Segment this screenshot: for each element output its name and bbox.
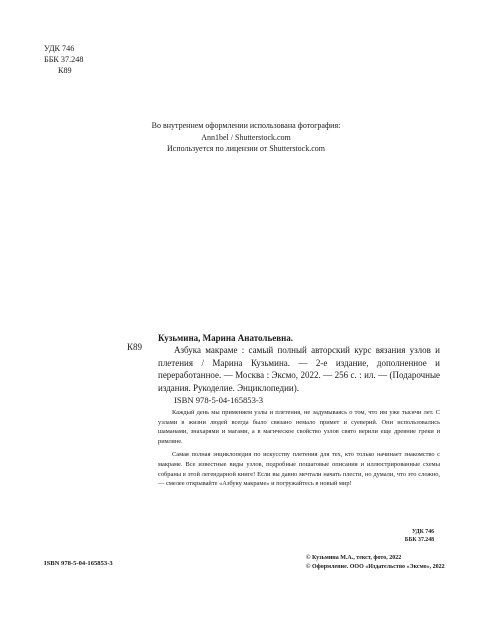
bibliographic-record bbox=[158, 344, 440, 394]
annotation-paragraph: Каждый день мы применяем узлы и плетения, не задумываясь о том, что им уже тысячи лет. С узлами в жизни людей всегда было связано немало примет и суеверий. Они использовались шаманами, знахарями и магами, а в магическое свойство узлов свято верили еще древние греки и римляне. bbox=[158, 409, 440, 445]
classification-codes-right bbox=[405, 528, 434, 544]
bbk-code: ББК 37.248 bbox=[404, 537, 434, 543]
udk-code: УДК 746 bbox=[44, 44, 75, 53]
isbn-footer: ISBN 978-5-04-165853-3 bbox=[44, 560, 113, 567]
classification-codes bbox=[44, 43, 83, 77]
annotation bbox=[158, 408, 440, 493]
copyright-text: © Кузьмина М.А., текст, фото, 2022 bbox=[306, 555, 402, 561]
photo-credit-license: Используется по лицензии от Shutterstock.com bbox=[167, 144, 325, 153]
bibliographic-description: Азбука макраме : самый полный авторский курс вязания узлов и плетения / Марина Кузьмина. — 2-е издание, дополненное и переработанное. — Москва : Эксмо, 2022. — 256 с. : ил. — (Подарочные издания. Рукоделие. Энциклопедии). bbox=[158, 345, 440, 393]
photo-credit bbox=[0, 120, 492, 155]
udk-code: УДК 746 bbox=[411, 529, 434, 535]
isbn: ISBN 978-5-04-165853-3 bbox=[174, 395, 264, 405]
author-mark-left: К89 bbox=[127, 342, 143, 352]
author-mark: К89 bbox=[58, 66, 72, 76]
copyright-design: © Оформление. ООО «Издательство «Эксмо», 2022 bbox=[306, 563, 445, 570]
bbk-code: ББК 37.248 bbox=[44, 55, 84, 65]
photo-credit-source: Ann1bel / Shutterstock.com bbox=[201, 132, 291, 142]
author-heading: Кузьмина, Марина Анатольевна. bbox=[158, 333, 294, 343]
photo-credit-line: Во внутреннем оформлении использована фотография: bbox=[151, 121, 341, 130]
annotation-paragraph: Самая полная энциклопедия по искусству плетения для тех, кто только начинает знакомство с макраме. Все известные виды узлов, подробные пошаговые описания и иллюстрированные схемы собраны в этой легендарной книге! Если вы давно мечтали начать плести, но думали, что это сложно, — смелее открывайте «Азбуку макраме» и погружайтесь в новый мир! bbox=[158, 451, 440, 488]
copyright-block bbox=[306, 554, 445, 571]
